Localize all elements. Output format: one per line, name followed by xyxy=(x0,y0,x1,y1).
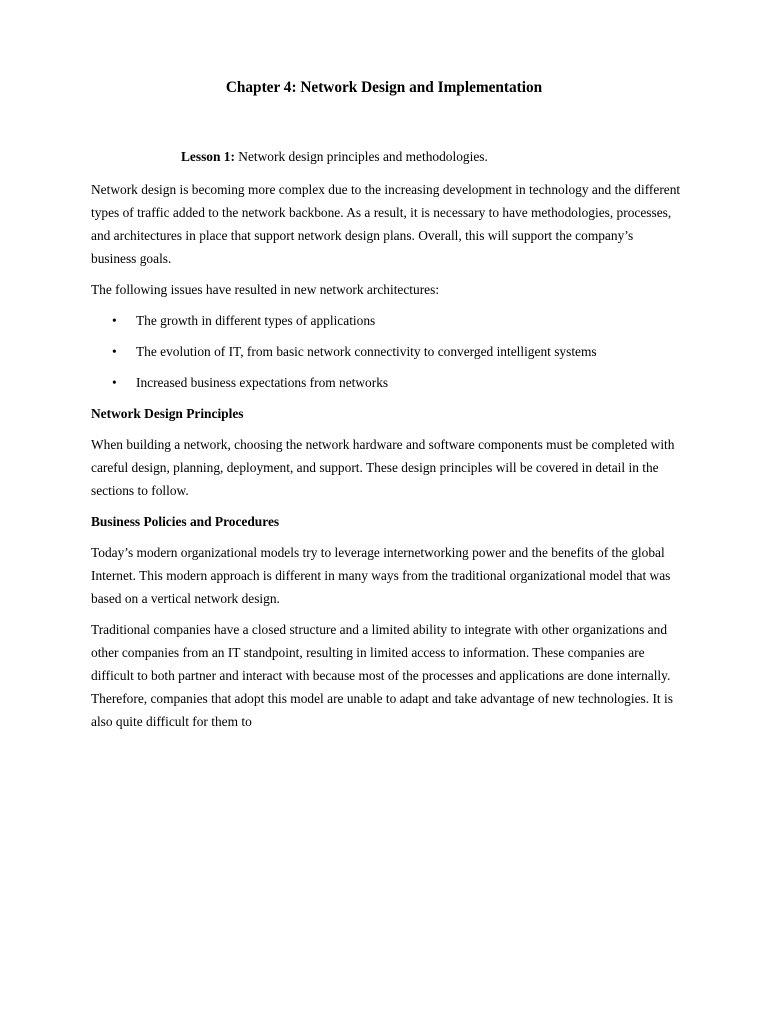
bullet-icon: • xyxy=(112,375,117,390)
lesson-text: Network design principles and methodologies. xyxy=(234,149,488,164)
issues-list xyxy=(91,309,681,394)
bullet-icon: • xyxy=(112,344,117,359)
list-item-text: Increased business expectations from networks xyxy=(136,375,389,390)
list-item xyxy=(91,371,681,394)
principles-paragraph: When building a network, choosing the network hardware and software components must be completed with careful design, planning, deployment, and support. These design principles will be covered in detail in the sections to follow. xyxy=(91,437,675,498)
list-item-text: The growth in different types of applications xyxy=(136,313,376,328)
list-item xyxy=(91,309,681,332)
issues-lead-paragraph: The following issues have resulted in new network architectures: xyxy=(91,282,440,297)
policies-paragraph-1: Today’s modern organizational models try to leverage internetworking power and the benefits of the global Internet. This modern approach is different in many ways from the traditional organizational model that was based on a vertical network design. xyxy=(91,545,671,606)
document-body xyxy=(91,178,681,741)
principles-heading: Network Design Principles xyxy=(91,406,244,421)
lesson-label: Lesson 1: xyxy=(181,149,235,164)
lesson-line xyxy=(181,147,488,167)
list-item-text: The evolution of IT, from basic network connectivity to converged intelligent systems xyxy=(136,344,597,359)
policies-heading: Business Policies and Procedures xyxy=(91,514,280,529)
policies-paragraph-2: Traditional companies have a closed structure and a limited ability to integrate with other organizations and other companies from an IT standpoint, resulting in limited access to information. These companies are difficult to both partner and interact with because most of the processes and applications are done internally. Therefore, companies that adopt this model are unable to adapt and take advantage of new technologies. It is also quite difficult for them to xyxy=(91,622,673,729)
bullet-icon: • xyxy=(112,313,117,328)
intro-paragraph: Network design is becoming more complex due to the increasing development in technology and the different types of traffic added to the network backbone. As a result, it is necessary to have methodologies, processes, and architectures in place that support network design plans. Overall, this will support the company’s business goals. xyxy=(91,182,681,266)
list-item xyxy=(91,340,681,363)
chapter-title: Chapter 4: Network Design and Implementation xyxy=(225,79,543,96)
